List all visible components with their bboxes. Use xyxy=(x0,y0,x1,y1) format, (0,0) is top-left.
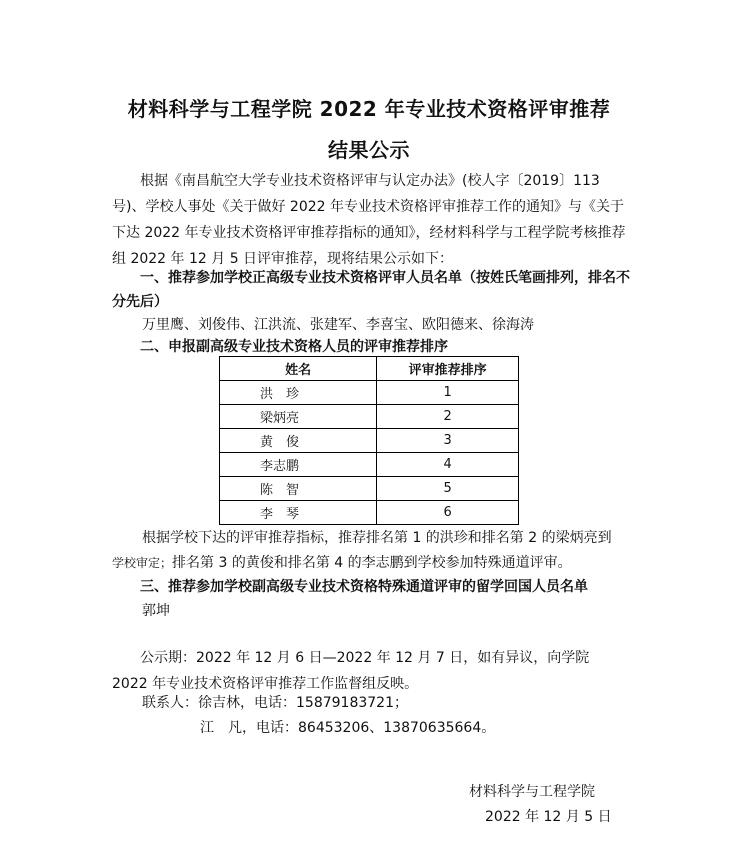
cell-rank: 6 xyxy=(377,501,519,525)
cell-rank: 3 xyxy=(377,429,519,453)
contact-line1 xyxy=(142,691,408,715)
cell-name: 陈 智 xyxy=(220,477,377,501)
contact-label: 联系人： xyxy=(142,695,198,711)
ranking-note-line1: 根据学校下达的评审推荐指标，推荐排名第 1 的洪珍和排名第 2 的梁炳亮到 xyxy=(142,530,612,546)
table-row xyxy=(220,501,519,525)
cell-name: 李 琴 xyxy=(220,501,377,525)
ranking-note-line2-b: 排名第 3 的黄俊和排名第 4 的李志鹏到学校参加特殊通道评审。 xyxy=(172,555,572,571)
cell-name: 黄 俊 xyxy=(220,429,377,453)
table-row xyxy=(220,453,519,477)
document-title-line2: 结果公示 xyxy=(328,138,410,162)
contact-person-1: 徐吉林，电话：15879183721； xyxy=(198,695,408,711)
ranking-note-line2 xyxy=(112,551,572,575)
cell-name: 李志鹏 xyxy=(220,453,377,477)
section3-names: 郭坤 xyxy=(142,603,170,619)
cell-rank: 1 xyxy=(377,381,519,405)
header-name: 姓名 xyxy=(220,357,377,381)
cell-rank: 4 xyxy=(377,453,519,477)
table-row xyxy=(220,429,519,453)
table-row xyxy=(220,381,519,405)
ranking-note-line2-a: 学校审定； xyxy=(112,556,173,570)
signature-date: 2022 年 12 月 5 日 xyxy=(485,809,612,825)
notice-paragraph: 公示期：2022 年 12 月 6 日—2022 年 12 月 7 日，如有异议，向学院 2022 年专业技术资格评审推荐工作监督组反映。 xyxy=(112,650,590,692)
contact-person-2: 江 凡，电话：86453206、13870635664。 xyxy=(200,720,496,736)
table-row xyxy=(220,405,519,429)
cell-rank: 2 xyxy=(377,405,519,429)
section1-names: 万里鹰、刘俊伟、江洪流、张建军、李喜宝、欧阳德来、徐海涛 xyxy=(142,317,534,333)
section3-heading: 三、推荐参加学校副高级专业技术资格特殊通道评审的留学回国人员名单 xyxy=(140,579,588,595)
cell-name: 梁炳亮 xyxy=(220,405,377,429)
section1-heading: 一、推荐参加学校正高级专业技术资格评审人员名单（按姓氏笔画排列，排名不分先后） xyxy=(112,270,630,310)
header-rank: 评审推荐排序 xyxy=(377,357,519,381)
cell-name: 洪 珍 xyxy=(220,381,377,405)
document-title-line1: 材料科学与工程学院 2022 年专业技术资格评审推荐 xyxy=(127,97,611,121)
intro-paragraph: 根据《南昌航空大学专业技术资格评审与认定办法》(校人字〔2019〕113 号)、学校人事处《关于做好 2022 年专业技术资格评审推荐工作的通知》与《关于下达 2022 年专业技术资格评审推荐指标的通知》，经材料科学与工程学院考核推荐组 2022 年 12 月 5 日评审推荐，现将结果公示如下： xyxy=(112,173,626,267)
ranking-table xyxy=(219,356,519,525)
table-row xyxy=(220,477,519,501)
table-header-row xyxy=(220,357,519,381)
section2-heading: 二、申报副高级专业技术资格人员的评审推荐排序 xyxy=(140,339,448,355)
signature-org: 材料科学与工程学院 xyxy=(469,784,595,800)
cell-rank: 5 xyxy=(377,477,519,501)
